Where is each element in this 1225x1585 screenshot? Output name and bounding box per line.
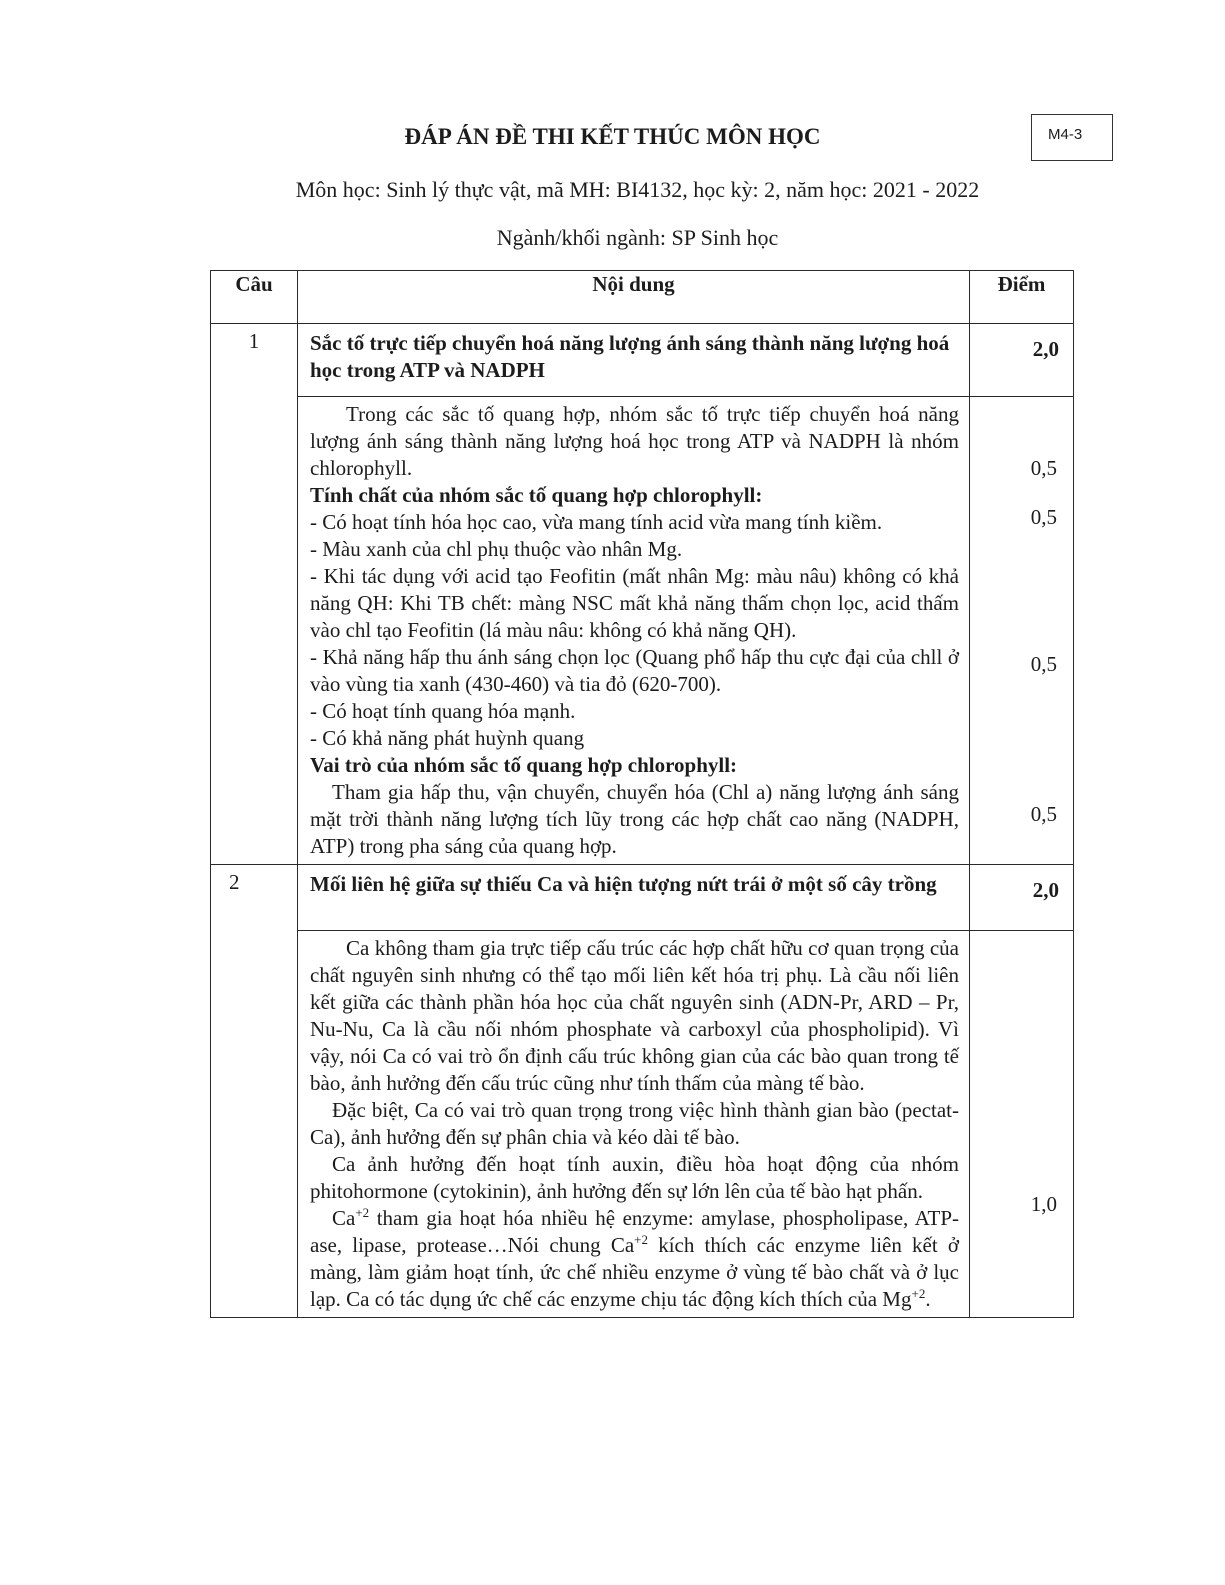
- answer-paragraph: Ca ảnh hưởng đến hoạt tính auxin, điều hòa hoạt động của nhóm phitohormone (cytokinin), ảnh hưởng đến sự lớn lên của tế bào hạt phấn.: [310, 1152, 959, 1203]
- question-total-points: 2,0: [970, 865, 1074, 931]
- question-total-points: 2,0: [970, 324, 1074, 397]
- superscript: +2: [634, 1232, 649, 1247]
- list-item: - Màu xanh của chl phụ thuộc vào nhân Mg.: [310, 537, 683, 561]
- answer-paragraph: Đặc biệt, Ca có vai trò quan trọng trong việc hình thành gian bào (pectat-Ca), ảnh hưởng đến sự phân chia và kéo dài tế bào.: [310, 1098, 959, 1149]
- question-heading: Sắc tố trực tiếp chuyển hoá năng lượng ánh sáng thành năng lượng hoá học trong ATP và NADPH: [298, 324, 970, 397]
- major-info: Ngành/khối ngành: SP Sinh học: [496, 225, 779, 250]
- question-heading: Mối liên hệ giữa sự thiếu Ca và hiện tượng nứt trái ở một số cây trồng: [298, 865, 970, 931]
- header-question: Câu: [211, 271, 298, 324]
- list-item: - Có hoạt tính quang hóa mạnh.: [310, 699, 576, 723]
- point-value: 0,5: [1030, 505, 1057, 529]
- header-content: Nội dung: [298, 271, 970, 324]
- points-cell: [970, 931, 1074, 1318]
- text-run: .: [925, 1287, 931, 1311]
- answer-paragraph: Tham gia hấp thu, vận chuyển, chuyển hóa (Chl a) năng lượng ánh sáng mặt trời thành năng lượng tích lũy trong các hợp chất cao năng (NADPH, ATP) trong pha sáng của quang hợp.: [310, 780, 959, 858]
- question-number: 2: [211, 865, 298, 1318]
- table-row: [211, 397, 1074, 865]
- section-heading: Vai trò của nhóm sắc tố quang hợp chlorophyll:: [310, 753, 738, 777]
- question-number: 1: [211, 324, 298, 865]
- header-points: Điểm: [970, 271, 1074, 324]
- section-heading: Tính chất của nhóm sắc tố quang hợp chlorophyll:: [310, 483, 763, 507]
- table-row: [211, 324, 1074, 397]
- table-header-row: [211, 271, 1074, 324]
- text-run: kích thích các enzyme liên kết ở màng, làm giảm hoạt tính, ức chế nhiều enzyme ở vùng tế bào chất và ở lục lạp. Ca có tác dụng ức chế các enzyme chịu tác động kích thích của Mg: [310, 1233, 959, 1311]
- points-cell: [970, 397, 1074, 865]
- answer-table: [210, 270, 1074, 1318]
- superscript: +2: [355, 1205, 370, 1220]
- answer-content: [298, 397, 970, 865]
- course-info: Môn học: Sinh lý thực vật, mã MH: BI4132, học kỳ: 2, năm học: 2021 - 2022: [295, 177, 980, 202]
- answer-paragraph: [310, 1205, 959, 1313]
- table-row: [211, 865, 1074, 931]
- list-item: - Khả năng hấp thu ánh sáng chọn lọc (Quang phổ hấp thu cực đại của chll ở vào vùng tia xanh (430-460) và tia đỏ (620-700).: [310, 645, 959, 696]
- list-item: - Có hoạt tính hóa học cao, vừa mang tính acid vừa mang tính kiềm.: [310, 510, 883, 534]
- point-value: 0,5: [1030, 456, 1057, 480]
- point-value: 0,5: [1030, 652, 1057, 676]
- answer-paragraph: Ca không tham gia trực tiếp cấu trúc các hợp chất hữu cơ quan trọng của chất nguyên sinh nhưng có thể tạo mối liên kết hóa trị phụ. Là cầu nối liên kết giữa các thành phần hóa học của chất nguyên sinh (ADN-Pr, ARD – Pr, Nu-Nu, Ca là cầu nối nhóm phosphate và carboxyl của phospholipid). Vì vậy, nói Ca có vai trò ổn định cấu trúc không gian của các bào quan trong tế bào, ảnh hưởng đến cấu trúc cũng như tính thấm của màng tế bào.: [310, 936, 959, 1095]
- answer-paragraph: Trong các sắc tố quang hợp, nhóm sắc tố trực tiếp chuyển hoá năng lượng ánh sáng thành năng lượng hoá học trong ATP và NADPH là nhóm chlorophyll.: [310, 402, 959, 480]
- table-row: [211, 931, 1074, 1318]
- exam-code: M4-3: [1048, 126, 1083, 143]
- document-title: ĐÁP ÁN ĐỀ THI KẾT THÚC MÔN HỌC: [404, 124, 821, 149]
- point-value: 1,0: [1030, 1192, 1057, 1216]
- superscript: +2: [911, 1286, 926, 1301]
- answer-content: [298, 931, 970, 1318]
- list-item: - Khi tác dụng với acid tạo Feofitin (mất nhân Mg: màu nâu) không có khả năng QH: Khi TB chết: màng NSC mất khả năng thấm chọn lọc, acid thấm vào chl tạo Feofitin (lá màu nâu: không có khả năng QH).: [310, 564, 959, 642]
- point-value: 0,5: [1030, 802, 1057, 826]
- text-run: tham gia hoạt hóa nhiều hệ enzyme: amylase, phospholipase, ATP-ase, lipase, protease…Nói chung Ca: [310, 1206, 959, 1257]
- text-run: Ca: [332, 1206, 356, 1230]
- list-item: - Có khả năng phát huỳnh quang: [310, 726, 585, 750]
